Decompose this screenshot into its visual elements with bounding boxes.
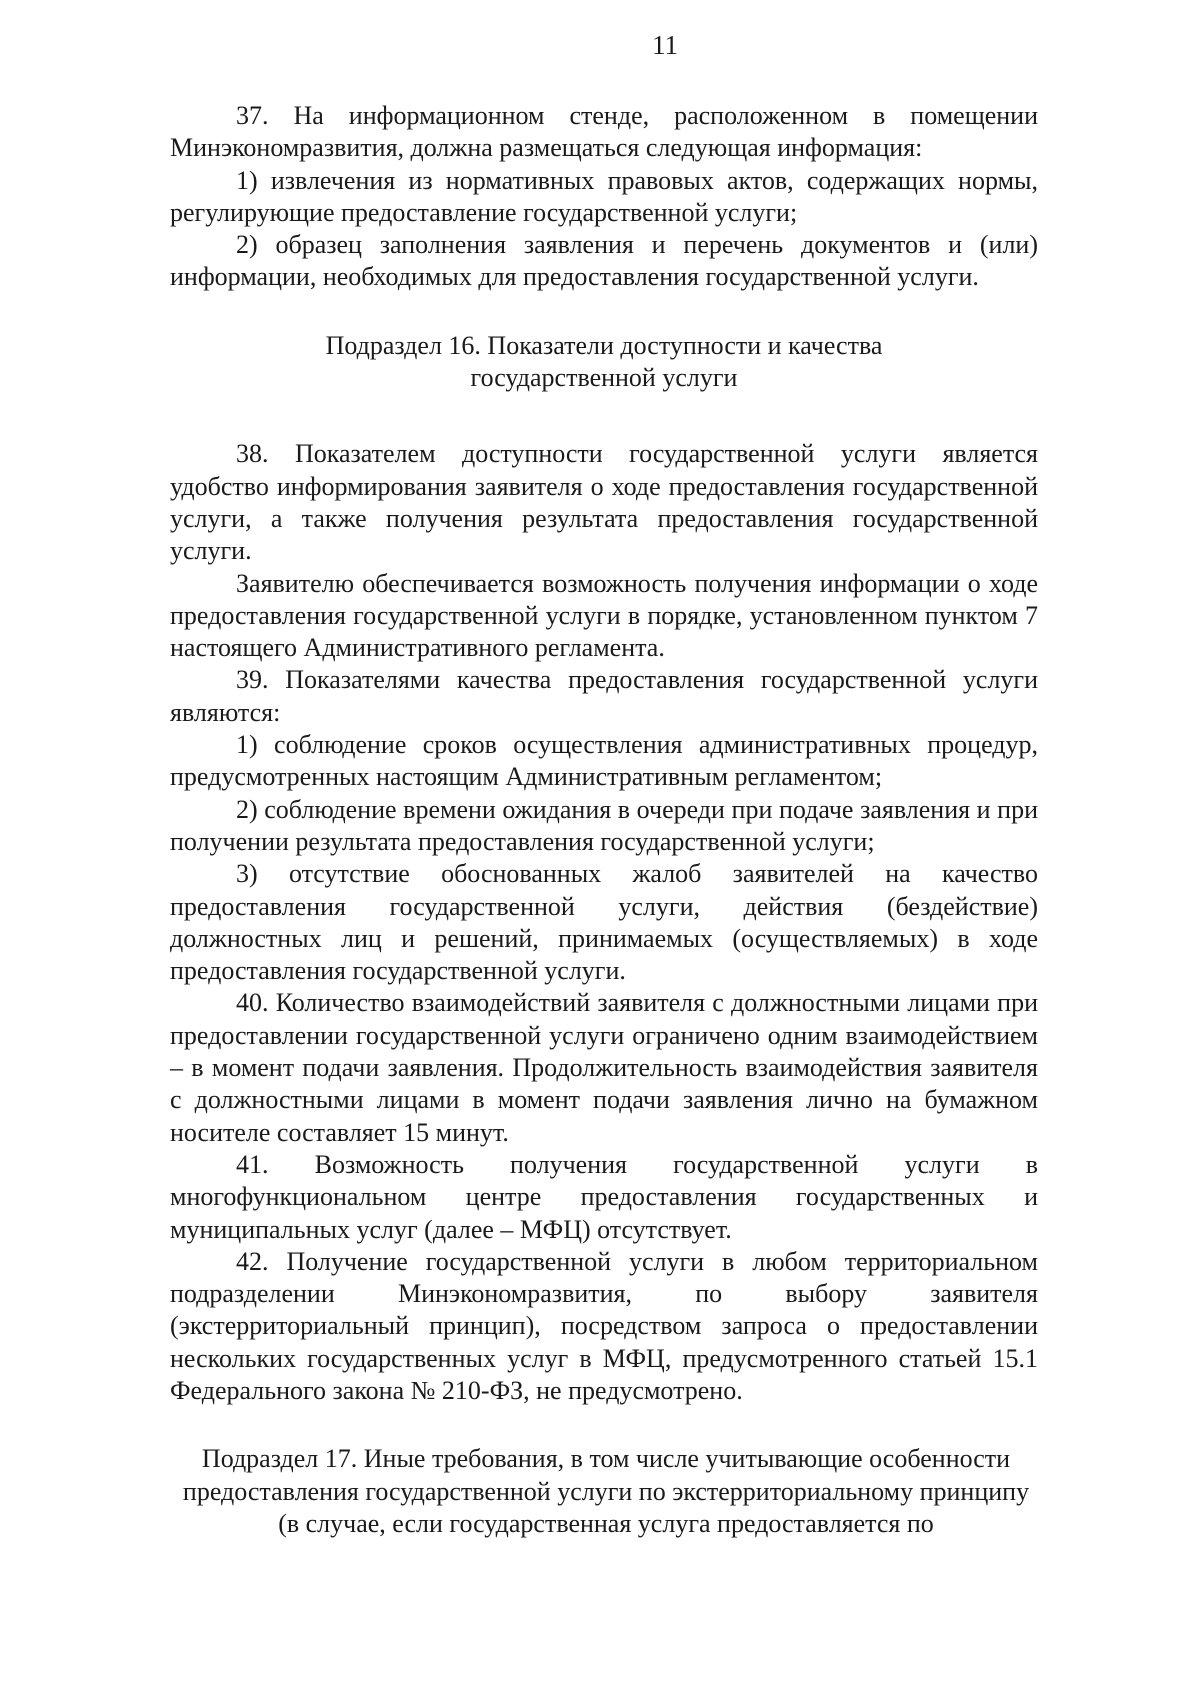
- paragraph-40: 40. Количество взаимодействий заявителя с должностными лицами при предоставлении государственной услуги ограничено одним взаимодействием – в момент подачи заявления. Продолжительность взаимодействия заявителя с должностными лицами в момент подачи заявления лично на бумажном носителе составляет 15 минут.: [170, 988, 1038, 1147]
- paragraph-41: 41. Возможность получения государственной услуги в многофункциональном центре предоставления государственных и муниципальных услуг (далее – МФЦ) отсутствует.: [170, 1149, 1038, 1244]
- heading-line: государственной услуги: [470, 363, 738, 393]
- item-37-1: 1) извлечения из нормативных правовых актов, содержащих нормы, регулирующие предоставление государственной услуги;: [170, 165, 1038, 227]
- subsection-17-heading: [158, 1443, 1054, 1540]
- item-39-3: 3) отсутствие обоснованных жалоб заявителей на качество предоставления государственной услуги, действия (бездействие) должностных лиц и решений, принимаемых (осуществляемых) в ходе предоставления государственной услуги.: [170, 859, 1038, 986]
- heading-line: Подраздел 17. Иные требования, в том числе учитывающие особенности: [201, 1444, 1011, 1474]
- paragraph-38: 38. Показателем доступности государственной услуги является удобство информирования заявителя о ходе предоставления государственной услуги, а также получения результата предоставления государственной услуги.: [170, 439, 1038, 566]
- item-37-2: 2) образец заполнения заявления и перечень документов и (или) информации, необходимых для предоставления государственной услуги.: [170, 230, 1038, 292]
- subsection-16-heading: [170, 330, 1038, 395]
- item-39-1: 1) соблюдение сроков осуществления административных процедур, предусмотренных настоящим Административным регламентом;: [170, 730, 1038, 792]
- page-number: 11: [652, 30, 678, 60]
- paragraph-38-info: Заявителю обеспечивается возможность получения информации о ходе предоставления государственной услуги в порядке, установленном пунктом 7 настоящего Административного регламента.: [170, 568, 1038, 663]
- document-body: [170, 100, 1038, 1540]
- heading-line: (в случае, если государственная услуга предоставляется по: [278, 1508, 934, 1538]
- item-39-2: 2) соблюдение времени ожидания в очереди при подаче заявления и при получении результата предоставления государственной услуги;: [170, 794, 1038, 856]
- heading-line: Подраздел 16. Показатели доступности и качества: [325, 330, 883, 360]
- heading-line: предоставления государственной услуги по экстерриториальному принципу: [182, 1476, 1030, 1506]
- paragraph-39: 39. Показателями качества предоставления государственной услуги являются:: [170, 665, 1038, 727]
- paragraph-42: 42. Получение государственной услуги в любом территориальном подразделении Минэкономразвития, по выбору заявителя (экстерриториальный принцип), посредством запроса о предоставлении нескольких государственных услуг в МФЦ, предусмотренного статьей 15.1 Федерального закона № 210-ФЗ, не предусмотрено.: [170, 1246, 1038, 1405]
- paragraph-37: 37. На информационном стенде, расположенном в помещении Минэкономразвития, должна размещаться следующая информация:: [170, 101, 1038, 163]
